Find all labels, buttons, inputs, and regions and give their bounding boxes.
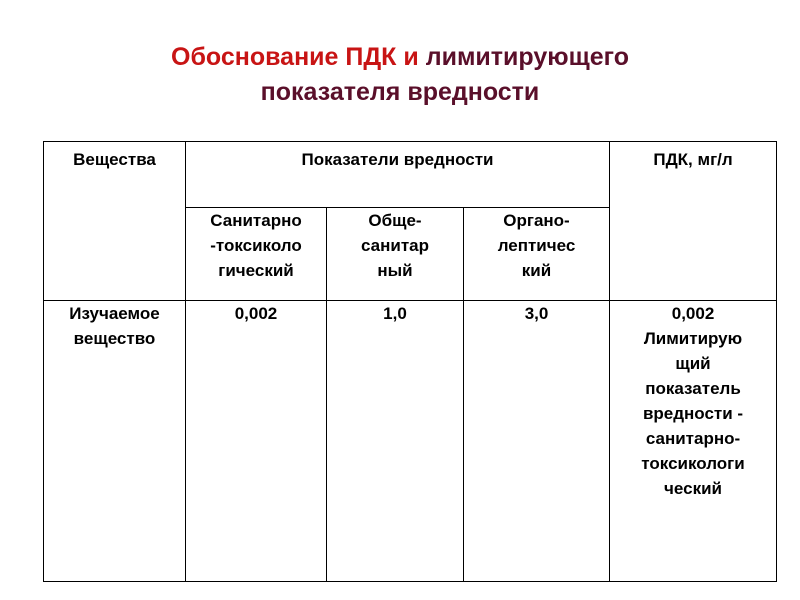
header-row: [44, 142, 777, 208]
cell-substance-name: Изучаемое вещество: [44, 301, 186, 582]
header-harm-indicators: Показатели вредности: [186, 142, 610, 208]
table-row: [44, 301, 777, 582]
cell-pdk: 0,002 Лимитирую щий показатель вредности - санитарно- токсикологи ческий: [610, 301, 777, 582]
pdk-table: [43, 141, 777, 582]
title-part-dark: лимитирующего: [425, 43, 629, 71]
cell-sanitary-toxicological: 0,002: [186, 301, 327, 582]
title-line-1: [0, 40, 800, 75]
header-sanitary-toxicological: Санитарно -токсиколо гический: [186, 208, 327, 301]
title-part-red: Обоснование ПДК и: [171, 43, 426, 71]
header-organoleptic: Органо- лептичес кий: [464, 208, 610, 301]
title-line-2: показателя вредности: [260, 78, 540, 106]
page-title: [0, 40, 800, 110]
cell-general-sanitary: 1,0: [327, 301, 464, 582]
header-general-sanitary: Обще- санитар ный: [327, 208, 464, 301]
header-pdk: ПДК, мг/л: [610, 142, 777, 301]
cell-organoleptic: 3,0: [464, 301, 610, 582]
header-substances: Вещества: [44, 142, 186, 301]
